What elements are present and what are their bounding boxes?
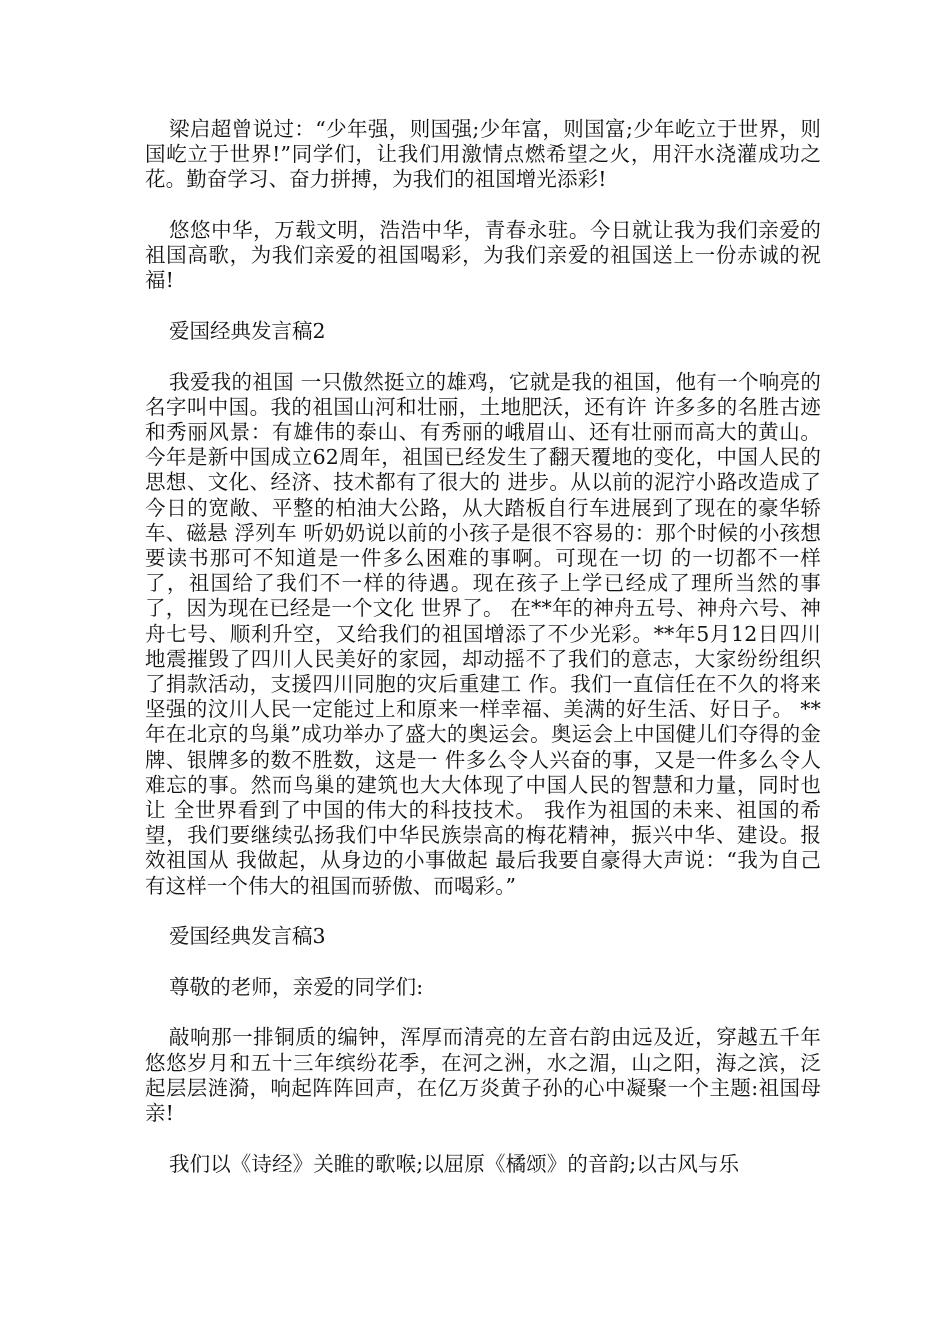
paragraph-salutation: 尊敬的老师，亲爱的同学们: — [169, 974, 424, 999]
paragraph-shijing: 我们以《诗经》关睢的歌喉;以屈原《橘颂》的音韵;以古风与乐 — [169, 1151, 740, 1176]
document-page — [145, 117, 821, 1202]
section-heading-speech-3: 爱国经典发言稿3 — [169, 924, 326, 949]
paragraph-liang-qichao-quote: 梁启超曾说过：“少年强，则国强;少年富，则国富;少年屹立于世界，则国屹立于世界!”同学们，让我们用激情点燃希望之火，用汗水浇灌成功之花。勤奋学习、奋力拼搏，为我们的祖国增光添彩! — [145, 117, 821, 192]
paragraph-bianzhong: 敲响那一排铜质的编钟，浑厚而清亮的左音右韵由远及近，穿越五千年悠悠岁月和五十三年缤纷花季，在河之洲，水之湄，山之阳，海之滨，泛起层层涟漪，响起阵阵回声，在亿万炎黄子孙的心中凝聚一个主题:祖国母亲! — [145, 1025, 821, 1126]
section-heading-speech-2: 爱国经典发言稿2 — [169, 319, 326, 343]
paragraph-youyou-zhonghua: 悠悠中华，万载文明，浩浩中华，青春永驻。今日就让我为我们亲爱的祖国高歌，为我们亲爱的祖国喝彩，为我们亲爱的祖国送上一份赤诚的祝福! — [145, 218, 821, 293]
paragraph-speech-2-body: 我爱我的祖国 一只傲然挺立的雄鸡，它就是我的祖国，他有一个响亮的名字叫中国。我的祖国山河和壮丽，土地肥沃，还有许 许多多的名胜古迹和秀丽风景：有雄伟的泰山、有秀丽的峨眉山、还有壮丽而高大的黄山。 今年是新中国成立62周年，祖国已经发生了翻天覆地的变化，中国人民的思想、文化、经济、技术都有了很大的 进步。从以前的泥泞小路改造成了今日的宽敞、平整的柏油大公路，从大踏板自行车进展到了现在的豪华轿车、磁悬 浮列车 听奶奶说以前的小孩子是很不容易的：那个时候的小孩想要读书那可不知道是一件多么困难的事啊。可现在一切 的一切都不一样了，祖国给了我们不一样的待遇。现在孩子上学已经成了理所当然的事了，因为现在已经是一个文化 世界了。 在**年的神舟五号、神舟六号、神舟七号、顺利升空，又给我们的祖国增添了不少光彩。**年5月12日四川 地震摧毁了四川人民美好的家园，却动摇不了我们的意志，大家纷纷组织了捐款活动，支援四川同胞的灾后重建工 作。我们一直信任在不久的将来坚强的汶川人民一定能过上和原来一样幸福、美满的好生活、好日子。 **年在北京的鸟巢”成功举办了盛大的奥运会。奥运会上中国健儿们夺得的金牌、银牌多的数不胜数，这是一 件多么令人兴奋的事，又是一件多么令人难忘的事。然而鸟巢的建筑也大大体现了中国人民的智慧和力量，同时也让 全世界看到了中国的伟大的科技技术。 我作为祖国的未来、祖国的希望，我们要继续弘扬我们中华民族崇高的梅花精神，振兴中华、建设。报效祖国从 我做起，从身边的小事做起 最后我要自豪得大声说：“我为自己有这样一个伟大的祖国而骄傲、而喝彩。” — [145, 369, 821, 898]
